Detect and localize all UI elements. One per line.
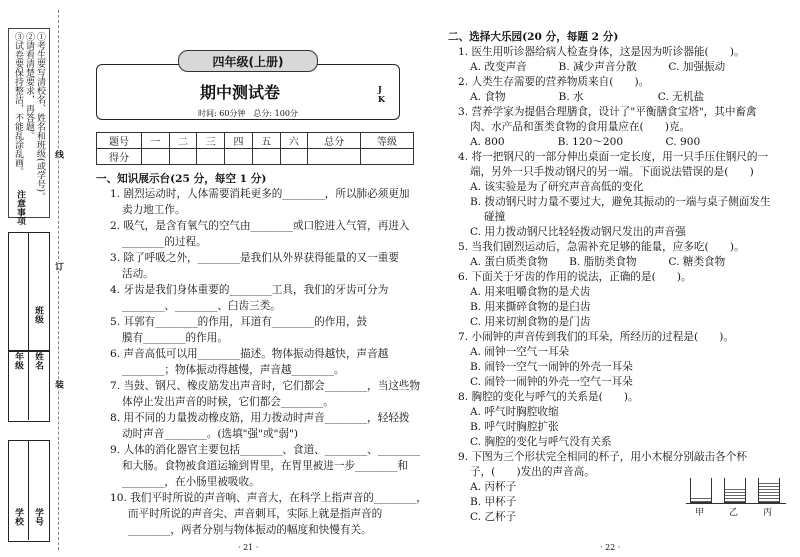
section-heading-knowledge: 一、知识展示台(25 分，每空 1 分) <box>96 173 267 185</box>
choice-line: B. 闹铃一空气一闹钟的外壳一耳朵 <box>470 361 633 373</box>
score-cell: 等级 <box>361 133 414 149</box>
score-blank-cell[interactable] <box>252 149 280 165</box>
question-line: 6. 声音高低可以用________描述。物体振动得越快，声音越 <box>110 348 389 360</box>
class-field-box <box>8 232 50 352</box>
choice-line: A. 闹钟一空气一耳朵 <box>470 346 570 358</box>
question-line: ________的过程。 <box>122 236 207 248</box>
cup-jia <box>690 478 712 503</box>
choice-line: A. 呼气时胸腔收缩 <box>470 406 559 418</box>
choice-line: 5. 当我们剧烈运动后，急需补充足够的能量，应多吃( )。 <box>458 241 745 253</box>
question-line: 1. 剧烈运动时，人体需要消耗更多的________，所以肺必须更加 <box>110 188 410 200</box>
question-line: 膜有________的作用。 <box>122 332 228 344</box>
cup-label-bing: 丙 <box>763 508 773 518</box>
question-line: ________；物体振动得越慢，声音越________。 <box>122 364 345 376</box>
choice-line: A. 800 B. 120～200 C. 900 <box>470 136 701 148</box>
choice-line: 肉、水产品和蛋类食物的食用量应在( )克。 <box>470 121 691 133</box>
score-cell: 一 <box>142 133 170 149</box>
field-label-school: 学校 <box>13 508 23 526</box>
field-label-class: 班级 <box>33 306 43 324</box>
school-field-divider <box>28 440 29 540</box>
score-cell: 四 <box>225 133 253 149</box>
score-cell: 二 <box>169 133 197 149</box>
choice-line: 9. 下图为三个形状完全相同的杯子，用小木棍分别敲击各个杯 <box>458 451 747 463</box>
question-line: 3. 除了呼吸之外，________是我们从外界获得能量的又一重要 <box>110 252 399 264</box>
binding-char-bind: 订 <box>53 262 63 271</box>
question-line: ________、________、臼齿三类。 <box>122 300 281 312</box>
choice-line: B. 甲杯子 <box>470 496 517 508</box>
score-blank-cell[interactable] <box>169 149 197 165</box>
school-field-box <box>8 440 50 542</box>
cups-figure <box>686 478 786 524</box>
choice-line: C. 胸腔的变化与呼气没有关系 <box>470 436 612 448</box>
grade-banner <box>178 50 318 72</box>
cup-yi <box>724 478 746 503</box>
score-cell: 题号 <box>97 133 142 149</box>
notes-text-1: ①考生要写清校名、姓名和班级(或学号)。 <box>35 32 45 202</box>
page-title: 期中测试卷 <box>200 83 281 102</box>
choice-line: C. 用力拨动钢尺比轻轻拨动钢尺发出的声音强 <box>470 226 686 238</box>
grade-label: 四年级(上册) <box>212 55 284 69</box>
choice-line: C. 用来切割食物的是门齿 <box>470 316 591 328</box>
choice-line: A. 用来咀嚼食物的是犬齿 <box>470 286 591 298</box>
question-line: 和大肠。食物被食道运输到胃里，在胃里被进一步________和 <box>122 460 409 472</box>
grade-field-box <box>8 350 50 422</box>
binding-char-install: 装 <box>53 380 63 389</box>
choice-line: A. 丙杯子 <box>470 481 517 493</box>
cup-yi-water <box>725 489 745 502</box>
exam-meta: 时间: 60分钟 总分: 100分 <box>198 109 298 118</box>
choice-line: 8. 胸腔的变化与呼气的关系是( )。 <box>458 391 639 403</box>
score-blank-cell[interactable] <box>361 149 414 165</box>
score-table <box>96 132 414 165</box>
score-blank-cell[interactable] <box>308 149 361 165</box>
choice-line: 1. 医生用听诊器给病人检查身体，这是因为听诊器能( )。 <box>458 46 745 58</box>
choice-line: B. 用来撕碎食物的是臼齿 <box>470 301 591 313</box>
choice-line: 3. 营养学家为提倡合理膳食，设计了"平衡膳食宝塔"，其中畜禽 <box>458 106 757 118</box>
choice-line: A. 改变声音 B. 减少声音分散 C. 加强振动 <box>470 61 726 73</box>
notes-text-2: ②请看清楚要求，再答题。 <box>24 32 34 140</box>
grade-field-divider <box>28 350 29 420</box>
class-field-divider <box>28 232 29 350</box>
choice-line: 端，另外一只手拨动钢尺的另一端。下面说法错误的是( ) <box>470 166 754 178</box>
cup-jia-water <box>691 496 711 502</box>
question-line: ________，两者分别与物体振动的幅度和快慢有关。 <box>128 524 372 536</box>
choice-line: 2. 人类生存需要的营养物质来自( )。 <box>458 76 650 88</box>
question-line: 2. 吸气，是含有氧气的空气由________或口腔进入气管，再进入 <box>110 220 410 232</box>
score-cell: 总分 <box>308 133 361 149</box>
question-line: 而平时所说的声音尖、声音刺耳，实际上就是指声音的 <box>128 508 383 520</box>
cup-label-jia: 甲 <box>695 508 705 518</box>
choice-line: A. 蛋白质类食物 B. 脂肪类食物 C. 糖类食物 <box>470 256 726 268</box>
cups-base-line <box>686 503 786 504</box>
binding-char-line: 线 <box>53 150 63 159</box>
choice-line: B. 拨动钢尺时力量不要过大，避免其振动的一端与桌子侧面发生 <box>470 196 771 208</box>
question-line: 10. 我们平时所说的声音响、声音大，在科学上指声音的________， <box>110 492 427 504</box>
notes-text-3: ③试卷要保持整洁，不能乱涂乱画。 <box>13 32 23 176</box>
question-line: 8. 用不同的力量拨动橡皮筋，用力拨动时声音________，轻轻拨 <box>110 412 410 424</box>
score-row-label: 得分 <box>97 149 142 165</box>
choice-line: 碰撞 <box>484 211 506 223</box>
question-line: 7. 当鼓、钢尺、橡皮筋发出声音时，它们都会________，当这些物 <box>110 380 421 392</box>
field-label-student-no: 学号 <box>33 508 43 526</box>
question-line: 9. 人体的消化器官主要包括________、食道、________、________ <box>110 444 421 456</box>
choice-line: 4. 将一把钢尺的一部分伸出桌面一定长度，用一只手压住钢尺的一 <box>458 151 769 163</box>
choice-line: 子，( )发出的声音高。 <box>470 466 595 478</box>
score-cell: 五 <box>252 133 280 149</box>
field-label-name: 姓名 <box>33 352 43 370</box>
question-line: ________，在小肠里被吸收。 <box>122 476 260 488</box>
cup-label-yi: 乙 <box>729 508 739 518</box>
notes-label: 注意事项 <box>15 190 25 226</box>
choice-line: B. 呼气时胸腔扩张 <box>470 421 559 433</box>
score-table-score-row <box>97 149 414 165</box>
section-heading-choice: 二、选择大乐园(20 分，每题 2 分) <box>448 31 619 43</box>
score-blank-cell[interactable] <box>142 149 170 165</box>
choice-line: C. 乙杯子 <box>470 511 517 523</box>
question-line: 活动。 <box>122 268 154 280</box>
cup-bing <box>758 478 780 503</box>
score-blank-cell[interactable] <box>197 149 225 165</box>
question-line: 动时声音________。(选填"强"或"弱") <box>122 428 299 440</box>
choice-line: C. 闹铃一闹钟的外壳一空气一耳朵 <box>470 376 633 388</box>
score-cell: 三 <box>197 133 225 149</box>
choice-line: A. 食物 B. 水 C. 无机盐 <box>470 91 705 103</box>
score-blank-cell[interactable] <box>280 149 308 165</box>
score-table-header-row <box>97 133 414 149</box>
choice-line: 7. 小闹钟的声音传到我们的耳朵，所经历的过程是( )。 <box>458 331 734 343</box>
choice-line: A. 该实验是为了研究声音高低的变化 <box>470 181 644 193</box>
binding-dashed-line <box>58 10 59 550</box>
question-line: 卖力地工作。 <box>122 204 186 216</box>
field-label-grade: 年级 <box>13 352 23 370</box>
side-mark: J K <box>378 84 385 104</box>
page-number-right: · 22 · <box>600 543 621 552</box>
cup-bing-water <box>759 482 779 502</box>
question-line: 5. 耳郭有________的作用，耳道有________的作用，鼓 <box>110 316 368 328</box>
question-line: 4. 牙齿是我们身体重要的________工具，我们的牙齿可分为 <box>110 284 389 296</box>
choice-line: 6. 下面关于牙齿的作用的说法，正确的是( )。 <box>458 271 692 283</box>
page-number-left: · 21 · <box>238 543 259 552</box>
score-cell: 六 <box>280 133 308 149</box>
question-line: 体停止发出声音的时候，它们都会________。 <box>122 396 334 408</box>
score-blank-cell[interactable] <box>225 149 253 165</box>
